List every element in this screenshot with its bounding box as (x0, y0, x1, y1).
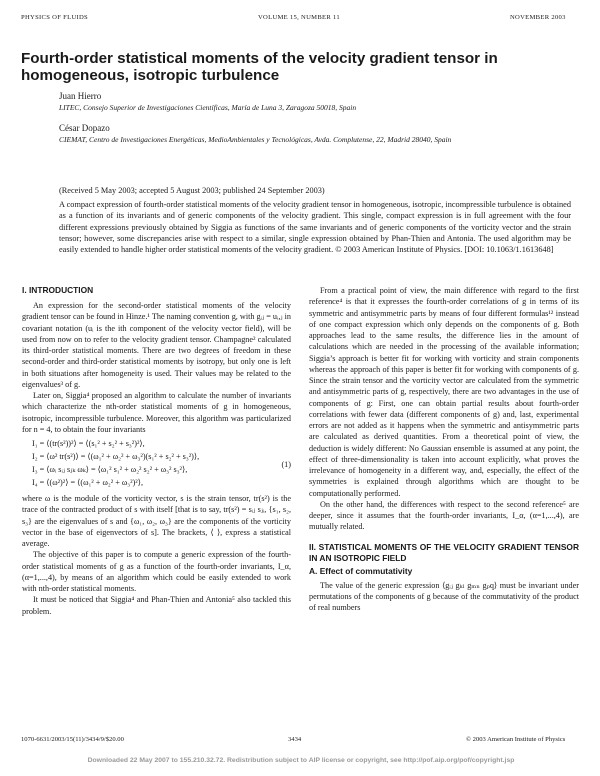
paragraph: It must be noticed that Siggia⁴ and Phan-Thien and Antonia⁵ also tackled this problem. (22, 595, 291, 616)
author-affiliation: CIEMAT, Centro de Investigaciones Energéticas, MedioAmbientales y Tecnológicas, Avda. Complutense, 22, Madrid 28040, Spain (59, 135, 452, 144)
left-column (22, 285, 291, 617)
section-heading: I. INTRODUCTION (22, 285, 94, 295)
page-number: 3434 (288, 736, 302, 743)
subsection-heading: A. Effect of commutativity (309, 565, 413, 576)
right-column (309, 285, 579, 614)
equation: I₃ = ⟨ωᵢ sᵢⱼ sⱼₖ ωₖ⟩ = ⟨ω₁² s₁² + ω₂² s₂² + ω₃² s₃²⟩, (32, 465, 188, 474)
equation-block (22, 435, 291, 493)
paragraph: An expression for the second-order statistical moments of the velocity gradient tensor can be found in Hinze.¹ The naming convention g, with gᵢⱼ = uᵢ,ⱼ in covariant notation (uᵢ is the ith component of the velocity vector field), will be used from now on to refer to the velocity gradient tensor. Champagne² calculated its third-order statistical moments. There are two degrees of freedom in these second-order and third-order statistical moments by isotropy, but only one is left in both situations after homogeneity is used. Their values may be related to the eigenvalues³ of g. (22, 301, 291, 389)
paragraph: where ω is the module of the vorticity vector, s is the strain tensor, tr(s²) is the trace of the contracted product of s with itself [that is to say, tr(s²) = sᵢⱼ sⱼᵢ, {s₁, s₂, s₃} are the eigenvalues of s and {ω₁, ω₂, ω₃} are the components of the vorticity vector in the base of eigenvectors of s]. The brackets, ⟨ ⟩, express a statistical average. (22, 494, 291, 548)
paragraph: The value of the generic expression ⟨gᵢⱼ gₖₗ gₘₙ gₚq⟩ must be invariant under permutations of the components of g because of the commutativity of the product of real numbers (309, 580, 579, 613)
paragraph: Later on, Siggia⁴ proposed an algorithm to calculate the number of invariants which characterize the nth-order statistical moments of g in homogeneous, isotropic, incompressible turbulence. Moreover, this algorithm was particularized for n = 4, to obtain the four invariants (22, 391, 291, 434)
section-heading: II. STATISTICAL MOMENTS OF THE VELOCITY GRADIENT TENSOR IN AN ISOTROPIC FIELD (309, 541, 579, 563)
abstract: A compact expression of fourth-order statistical moments of the velocity gradient tensor in homogeneous, isotropic, incompressible turbulence is obtained as a function of its invariants and of generic components of the velocity gradient. This single, compact expression is in full agreement with the four different expressions previously obtained by Siggia as functions of the same invariants and of generic components of the vorticity vector and the strain tensor; however, some discrepancies arise with respect to a similar, single expression obtained by Phan-Thien and Antonia. The used algorithm may be easily extended to handle higher order statistical moments of the velocity gradient. © 2003 American Institute of Physics. [DOI: 10.1063/1.1613648] (59, 200, 571, 255)
paragraph: On the other hand, the differences with respect to the second reference⁵ are deeper, since it assumes that the fourth-order invariants, I_α, (α=1,...,4), are mutually related. (309, 499, 579, 532)
equation-number: (1) (281, 460, 291, 469)
author-name: Juan Hierro (59, 91, 102, 101)
equation: I₂ = ⟨ω² tr(s²)⟩ = ⟨(ω₁² + ω₂² + ω₃²)(s₁² + s₂² + s₃²)⟩, (32, 452, 200, 461)
footer-copyright: © 2003 American Institute of Physics (466, 736, 566, 743)
equation: I₄ = ⟨(ω²)²⟩ = ⟨(ω₁² + ω₂² + ω₃²)²⟩, (32, 478, 144, 487)
footer-code: 1070-6631/2003/15(11)/3434/9/$20.00 (21, 736, 124, 743)
download-note: Downloaded 22 May 2007 to 155.210.32.72. Redistribution subject to AIP license or copyright, see http://pof.aip.org/pof/copyright.jsp (87, 757, 515, 764)
author-affiliation: LITEC, Consejo Superior de Investigaciones Científicas, María de Luna 3, Zaragoza 50018, Spain (59, 103, 357, 112)
author-name: César Dopazo (59, 123, 110, 133)
equation: I₁ = ⟨(tr(s²))²⟩ = ⟨(s₁² + s₂² + s₃²)²⟩, (32, 439, 145, 448)
issue-date: NOVEMBER 2003 (510, 14, 566, 21)
paragraph: From a practical point of view, the main difference with regard to the first reference⁴ is that it expresses the fourth-order correlations of g in terms of its symmetric and antisymmetric parts by means of four different formulas¹² instead of one compact expression which only depends on the components of g. Both approaches lead to the same results, the difference lies in the amount of calculations which are needed in the processing of the available information; Siggia’s approach is better fit for working with vorticity and strain components whereas the approach of this paper is better fit for working with components of g. Since the strain tensor and the vorticity vector are calculated from the symmetric and antisymmetric parts of g, respectively, there are two advantages in the use of components of g: First, one can obtain partial results about fourth-order correlations with fewer data (different components of g) and, last, experimental errors are not added as it happens when the symmetric and antisymmetric parts are calculated as derived quantities. From a theoretical point of view, the deduction is widely different: No Gaussian ensemble is assumed at any point, the effect of three-dimensionality is taken into account explicitly, what proves the irrelevance of homogeneity in a different way, and, especially, the effect of the symmetries is explained through algorithms which are thought to be computationally performed. (309, 286, 579, 498)
paper-title: Fourth-order statistical moments of the velocity gradient tensor in homogeneous, isotropic turbulence (21, 50, 498, 84)
journal-name: PHYSICS OF FLUIDS (21, 14, 89, 21)
received-dates: (Received 5 May 2003; accepted 5 August 2003; published 24 September 2003) (59, 186, 325, 195)
volume-number: VOLUME 15, NUMBER 11 (258, 14, 340, 21)
paragraph: The objective of this paper is to compute a generic expression of the fourth-order statistical moments of g as a function of the fourth-order invariants, I_α, (α=1,...,4), by means of an algorithm which could be easily extended to work with nth-order statistical moments. (22, 550, 291, 593)
